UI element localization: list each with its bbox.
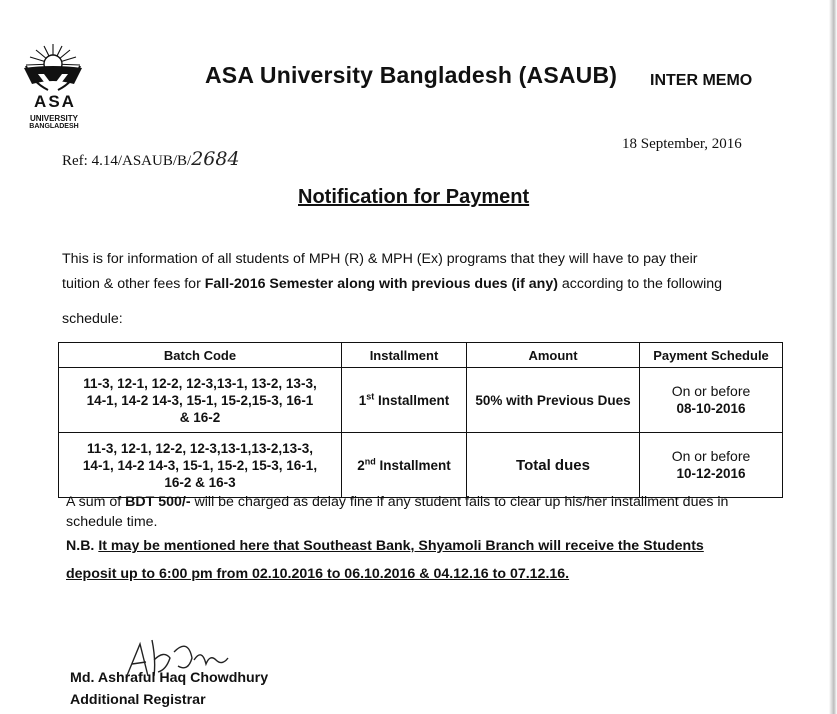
body-line-1 [62,246,698,272]
logo-text: ASA [34,92,76,111]
installment-number: 2 [357,457,365,473]
fine-amount: BDT 500/- [125,494,191,510]
university-name: ASA University Bangladesh (ASAUB) [205,62,618,88]
semester-highlight: Fall-2016 Semester along with previous dues (if any) [204,276,558,292]
batch-line: 16-2 & 16-3 [164,474,236,490]
batch-line: 14-1, 14-2 14-3, 15-1, 15-2,15-3, 16-1 [86,392,314,408]
installment-cell [342,368,467,433]
schedule-date: 10-12-2016 [676,466,746,481]
nb-line-2: deposit up to 6:00 pm from 02.10.2016 to 06.10.2016 & 04.12.16 to 07.12.16. [66,566,570,582]
batch-line: 11-3, 12-1, 12-2, 12-3,13-1,13-2,13-3, [87,440,313,456]
batch-line: & 16-2 [179,409,221,425]
nb-text-1: It may be mentioned here that Southeast Bank, Shyamoli Branch will receive the Students [98,538,704,554]
nb-label: N.B. [66,538,99,554]
installment-cell [342,433,467,498]
body-line-1-text: This is for information of all students of MPH (R) & MPH (Ex) programs that they will have to pay their [62,251,698,267]
batch-code-cell [59,433,342,498]
logo-subtitle-university: UNIVERSITY [29,114,78,123]
col-header-batch-code: Batch Code [59,343,342,368]
col-header-amount: Amount [467,343,640,368]
body-line-2 [62,271,722,297]
schedule-cell [640,368,783,433]
reference-prefix: Ref: 4.14/ASAUB/B/ [62,153,192,169]
batch-line: 11-3, 12-1, 12-2, 12-3,13-1, 13-2, 13-3, [83,375,317,391]
table-row [59,368,783,433]
body-line-3: schedule: [62,311,123,327]
body-line-2-start: tuition & other fees for [62,276,205,292]
installment-ordinal: st [366,391,375,401]
body-line-2-end: according to the following [557,276,723,292]
fine-notice-line-2: schedule time. [66,514,158,530]
memo-date: 18 September, 2016 [622,136,742,152]
schedule-label: On or before [671,383,751,399]
memo-tag: INTER MEMO [650,72,753,89]
batch-line: 14-1, 14-2 14-3, 15-1, 15-2, 15-3, 16-1, [82,457,318,473]
payment-schedule-table [58,342,783,498]
reference-number [62,148,240,170]
fine-suffix: will be charged as delay fine if any student fails to clear up his/her installment dues in [190,494,729,510]
scan-edge-shadow [829,0,837,714]
nb-line-1 [66,538,704,554]
logo-subtitle-bangladesh: BANGLADESH [29,123,79,130]
signer-title: Additional Registrar [70,692,206,708]
schedule-label: On or before [671,448,751,464]
amount-cell: Total dues [467,433,640,498]
table-header-row [59,343,783,368]
installment-word: Installment [378,392,450,408]
col-header-payment-schedule: Payment Schedule [640,343,783,368]
installment-word: Installment [379,457,451,473]
schedule-cell [640,433,783,498]
notice-title: Notification for Payment [298,186,530,208]
installment-number: 1 [358,392,367,408]
fine-notice-line-1 [66,494,728,510]
table-row [59,433,783,498]
amount-cell: 50% with Previous Dues [467,368,640,433]
reference-handwritten-number: 2684 [191,148,240,170]
fine-prefix: A sum of [66,494,126,510]
signer-name: Md. Ashraful Haq Chowdhury [70,670,269,686]
col-header-installment: Installment [342,343,467,368]
schedule-date: 08-10-2016 [676,401,746,416]
installment-ordinal: nd [364,456,376,466]
batch-code-cell [59,368,342,433]
